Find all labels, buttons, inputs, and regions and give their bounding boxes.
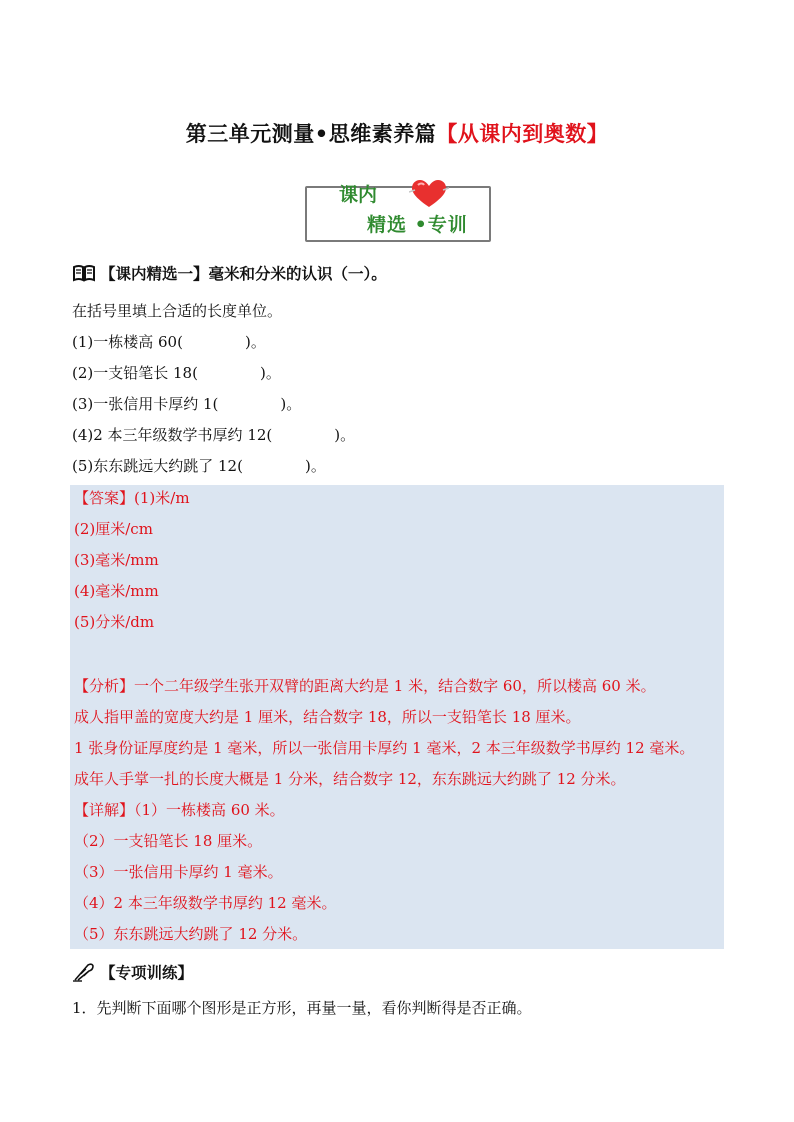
detail-text-1: （1）一栋楼高 60 米。 xyxy=(134,801,285,819)
answer-line-3: (3)毫米/mm xyxy=(74,551,159,569)
analysis-label: 【分析】 xyxy=(74,677,135,695)
answer-line-1 xyxy=(74,487,190,508)
question-item-5-pre: (5)东东跳远大约跳了 12( xyxy=(72,457,243,475)
analysis-line-2: 成人指甲盖的宽度大约是 1 厘米，结合数字 18，所以一支铅笔长 18 厘米。 xyxy=(74,708,581,726)
answer-line-5: (5)分米/dm xyxy=(74,613,155,631)
detail-line-2: （2）一支铅笔长 18 厘米。 xyxy=(74,832,263,850)
question-item-5-post: )。 xyxy=(304,457,326,475)
answer-line-4: (4)毫米/mm xyxy=(74,582,159,600)
detail-line-4: （4）2 本三年级数学书厚约 12 毫米。 xyxy=(74,894,337,912)
analysis-line-3: 1 张身份证厚度约是 1 毫米，所以一张信用卡厚约 1 毫米，2 本三年级数学书厚约 12 毫米。 xyxy=(74,739,695,757)
question-item-1-pre: (1)一栋楼高 60( xyxy=(72,333,183,351)
badge-line1: 课内 xyxy=(339,184,378,206)
analysis-line-1 xyxy=(74,675,656,696)
question-item-2-pre: (2)一支铅笔长 18( xyxy=(72,364,198,382)
question-item-1 xyxy=(72,331,266,352)
title-highlight: 【从课内到奥数】 xyxy=(436,122,609,146)
answer-value-1: (1)米/m xyxy=(134,489,190,507)
question-item-3-post: )。 xyxy=(280,395,302,413)
question-item-2-post: )。 xyxy=(259,364,281,382)
answer-label: 【答案】 xyxy=(74,489,135,507)
question-item-1-post: )。 xyxy=(244,333,266,351)
page-title xyxy=(0,118,794,148)
open-book-icon xyxy=(72,264,96,282)
question-instruction: 在括号里填上合适的长度单位。 xyxy=(72,302,283,320)
question-item-3 xyxy=(72,393,301,414)
question-item-4-pre: (4)2 本三年级数学书厚约 12( xyxy=(72,426,273,444)
section-heading-1 xyxy=(72,262,387,284)
detail-label: 【详解】 xyxy=(74,801,135,819)
section-badge xyxy=(305,178,489,242)
section-heading-2-text: 【专项训练】 xyxy=(100,964,194,982)
question-item-4 xyxy=(72,424,355,445)
section-heading-2 xyxy=(72,961,193,983)
detail-line-1 xyxy=(74,799,285,820)
badge-line2: 精选 •专训 xyxy=(367,214,468,236)
answer-line-2: (2)厘米/cm xyxy=(74,520,153,538)
title-main: 第三单元测量•思维素养篇 xyxy=(185,122,437,146)
question-item-3-pre: (3)一张信用卡厚约 1( xyxy=(72,395,219,413)
question-item-5 xyxy=(72,455,326,476)
detail-line-5: （5）东东跳远大约跳了 12 分米。 xyxy=(74,925,308,943)
heart-icon xyxy=(409,178,449,210)
question-item-2 xyxy=(72,362,281,383)
section-heading-1-text: 【课内精选一】毫米和分米的认识（一）。 xyxy=(100,265,387,283)
question-item-4-post: )。 xyxy=(334,426,356,444)
analysis-line-4: 成年人手掌一扎的长度大概是 1 分米，结合数字 12，东东跳远大约跳了 12 分米。 xyxy=(74,770,626,788)
exercise-question-1: 1．先判断下面哪个图形是正方形，再量一量，看你判断得是否正确。 xyxy=(72,999,532,1017)
analysis-text-1: 一个二年级学生张开双臂的距离大约是 1 米，结合数字 60，所以楼高 60 米。 xyxy=(134,677,656,695)
detail-line-3: （3）一张信用卡厚约 1 毫米。 xyxy=(74,863,283,881)
quill-pen-icon xyxy=(72,962,96,982)
